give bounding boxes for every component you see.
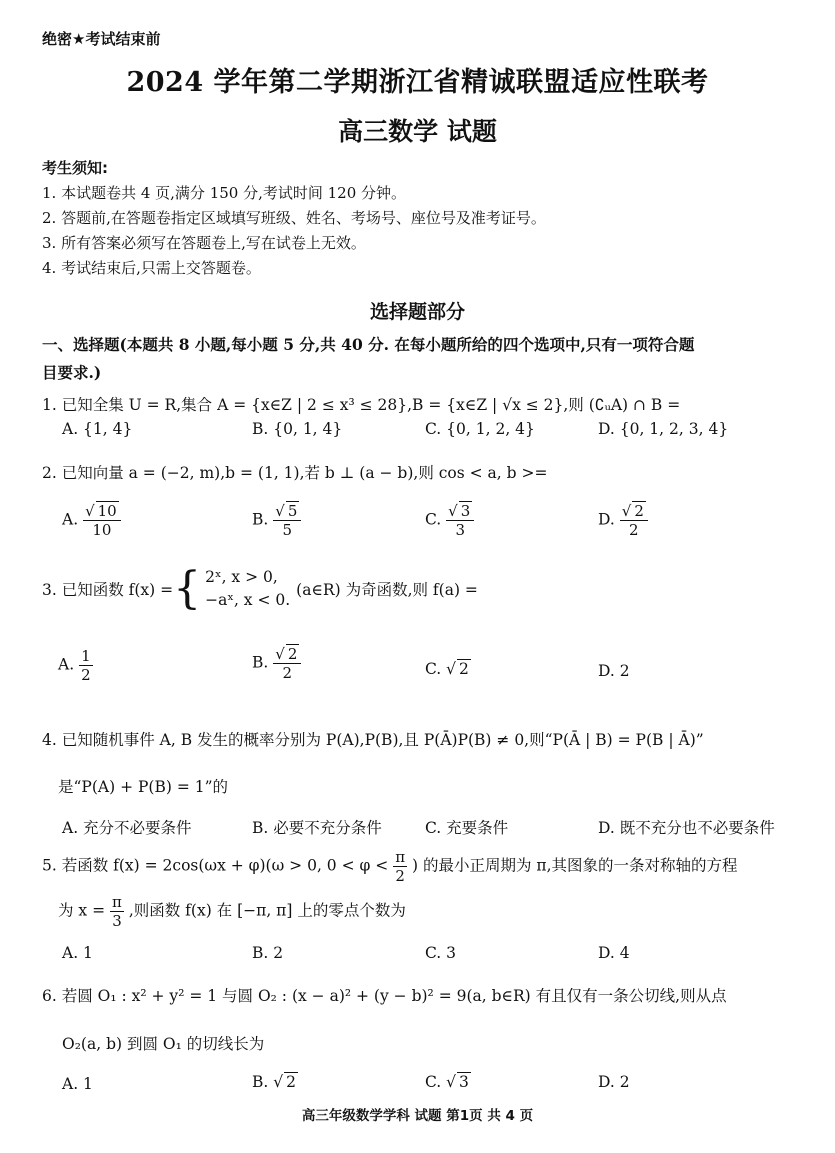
question-5-stem: 5. 若函数 f(x) = 2cos(ωx + φ)(ω > 0, 0 < φ < $\frac{\pi}{2}$ ) 的最小正周期为 π,其图象的一条对称轴的方程 — [42, 848, 738, 885]
exam-subtitle: 高三数学 试题 — [338, 117, 497, 146]
question-5-stem-cont: 为 x = $\frac{\pi}{3}$ ,则函数 f(x) 在 [−π, π] 上的零点个数为 — [58, 893, 406, 930]
question-6-stem-cont: O₂(a, b) 到圆 O₁ 的切线长为 — [62, 1035, 265, 1053]
question-6-stem: 6. 若圆 O₁ : x² + y² = 1 与圆 O₂ : (x − a)² + (y − b)² = 9(a, b∈R) 有且仅有一条公切线,则从点 — [42, 987, 727, 1005]
exam-title: 2024 学年第二学期浙江省精诚联盟适应性联考 — [126, 67, 709, 98]
piecewise-cases: 2ˣ, x > 0, −aˣ, x < 0. — [205, 568, 291, 610]
q2-option-c — [425, 502, 474, 539]
question-3-stem: 3. 已知函数 f(x) = { 2ˣ, x > 0, −aˣ, x < 0. (a∈R) 为奇函数,则 f(a) = — [42, 563, 478, 615]
part-instructions: 一、选择题(本题共 8 小题,每小题 5 分,共 40 分. 在每小题所给的四个选项中,只有一项符合题 — [42, 335, 695, 354]
notice-heading: 考生须知: — [42, 159, 108, 177]
q1-option-c: C. {0, 1, 2, 4} — [425, 420, 535, 438]
q3-option-d: D. 2 — [598, 662, 630, 680]
section-title: 选择题部分 — [369, 301, 465, 323]
option-label: C. — [425, 510, 442, 529]
q3-option-b: B. $\frac{√ 2}{2}$ — [252, 645, 301, 682]
q6-option-a: A. 1 — [62, 1075, 93, 1093]
q1-option-b: B. {0, 1, 4} — [252, 420, 343, 438]
q1-option-a: A. {1, 4} — [62, 420, 133, 438]
q3-option-c: C. √ 2 — [425, 660, 469, 678]
q2-option-b — [252, 502, 301, 539]
notice-item: 1. 本试题卷共 4 页,满分 150 分,考试时间 120 分钟。 — [42, 184, 407, 202]
q5-option-b: B. 2 — [252, 944, 284, 962]
q6-option-b: B. √ 2 — [252, 1073, 297, 1091]
q5-option-a: A. 1 — [62, 944, 93, 962]
q4-option-b: B. 必要不充分条件 — [252, 819, 382, 837]
q4-option-a: A. 充分不必要条件 — [62, 819, 192, 837]
fraction: $\frac{√ 2}{2}$ — [620, 502, 648, 539]
q2-option-d — [598, 502, 648, 539]
question-2-stem: 2. 已知向量 a = (−2, m),b = (1, 1),若 b ⊥ (a − b),则 cos < a, b >= — [42, 464, 548, 482]
q1-option-d: D. {0, 1, 2, 3, 4} — [598, 420, 729, 438]
option-label: A. — [62, 510, 79, 529]
q6-option-d: D. 2 — [598, 1073, 630, 1091]
page-footer: 高三年级数学学科 试题 第1页 共 4 页 — [301, 1108, 534, 1124]
notice-item: 2. 答题前,在答题卷指定区域填写班级、姓名、考场号、座位号及准考证号。 — [42, 209, 546, 227]
fraction: $\frac{√ 5}{5}$ — [273, 502, 301, 539]
confidential-label: 绝密★考试结束前 — [42, 30, 161, 48]
option-label: B. — [252, 510, 269, 529]
question-4-stem: 4. 已知随机事件 A, B 发生的概率分别为 P(A),P(B),且 P(Ā)P(B) ≠ 0,则“P(Ā | B) = P(B | Ā)” — [42, 731, 704, 749]
part-instructions-cont: 目要求.) — [42, 363, 102, 382]
q4-option-c: C. 充要条件 — [425, 819, 509, 837]
q3-option-a: A. $\frac{1}{2}$ — [58, 647, 91, 684]
q5-option-c: C. 3 — [425, 944, 457, 962]
q6-option-c: C. √ 3 — [425, 1073, 469, 1091]
notice-item: 4. 考试结束后,只需上交答题卷。 — [42, 259, 261, 277]
fraction: $\frac{√ 3}{3}$ — [446, 502, 474, 539]
question-4-stem-cont: 是“P(A) + P(B) = 1”的 — [58, 778, 229, 796]
option-label: D. — [598, 510, 615, 529]
piecewise-brace: { — [173, 563, 202, 615]
fraction: $\frac{√ 10}{10}$ — [83, 502, 121, 539]
q2-option-a — [62, 502, 121, 539]
q5-option-d: D. 4 — [598, 944, 630, 962]
notice-item: 3. 所有答案必须写在答题卷上,写在试卷上无效。 — [42, 234, 366, 252]
question-1-stem: 1. 已知全集 U = R,集合 A = {x∈Z | 2 ≤ x³ ≤ 28},B = {x∈Z | √x ≤ 2},则 (∁ᵤA) ∩ B = — [42, 396, 681, 414]
q4-option-d: D. 既不充分也不必要条件 — [598, 819, 775, 837]
